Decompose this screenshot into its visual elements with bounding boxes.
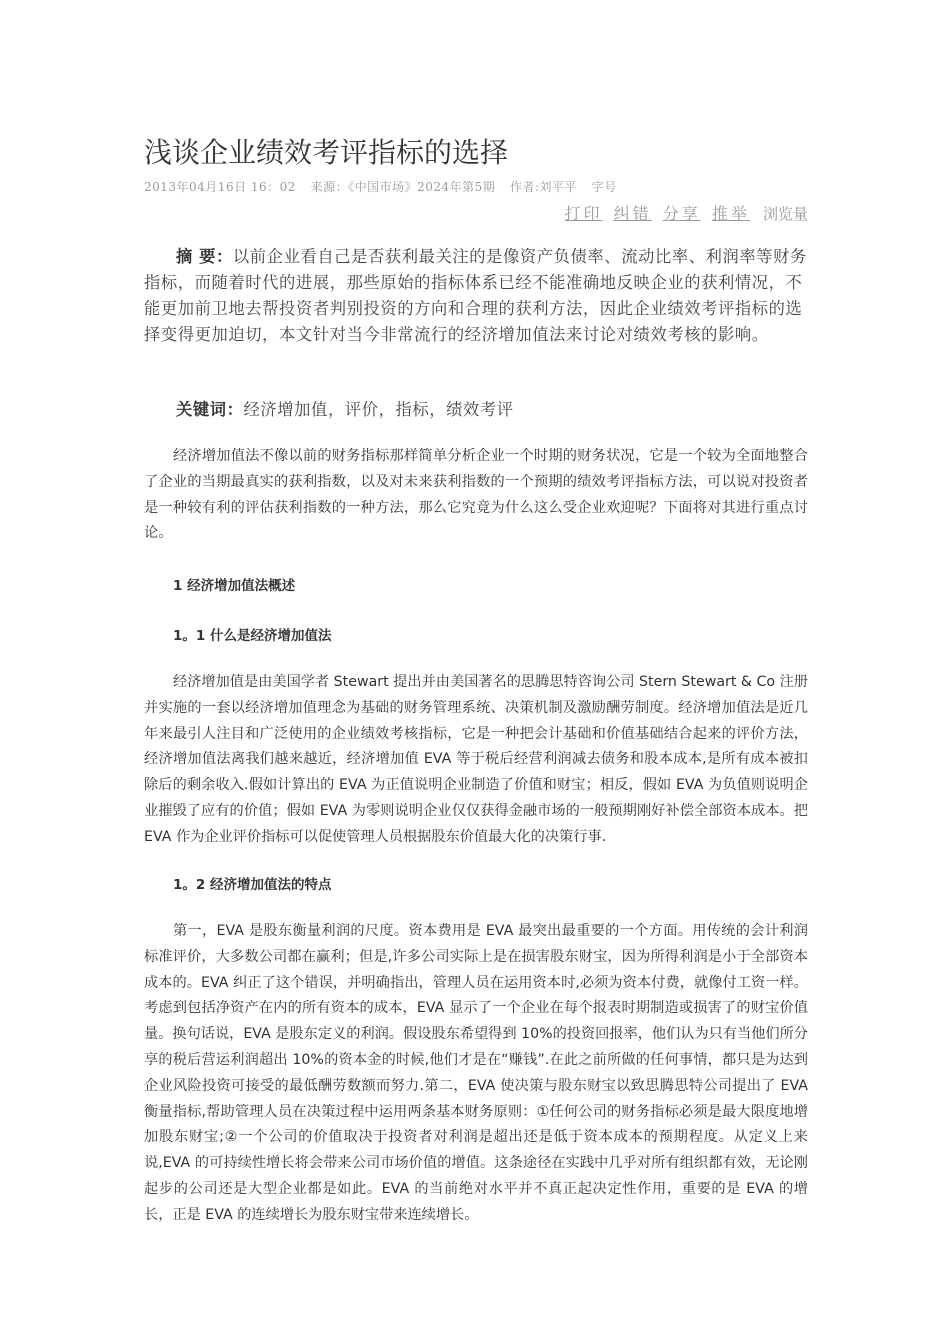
correct-link[interactable]: 纠错 (613, 204, 652, 223)
keywords-text: 经济增加值，评价，指标，绩效考评 (243, 400, 514, 419)
abstract-label: 摘 要： (176, 247, 233, 266)
section-heading-1: 1 经济增加值法概述 (173, 578, 296, 594)
page-title: 浅谈企业绩效考评指标的选择 (144, 136, 509, 169)
article-author: 作者:刘平平 (509, 180, 577, 194)
recommend-link[interactable]: 推举 (711, 204, 750, 223)
share-link[interactable]: 分享 (662, 204, 701, 223)
font-size-control[interactable]: 字号 (591, 180, 617, 194)
publish-datetime: 2013年04月16日 16：02 (144, 180, 296, 194)
print-link[interactable]: 打印 (564, 204, 603, 223)
intro-paragraph: 经济增加值法不像以前的财务指标那样简单分析企业一个时期的财务状况，它是一个较为全面地整合了企业的当期最真实的获利指数，以及对未来获利指数的一个预期的绩效考评指标方法，可以说对投资者是一种较有利的评估获利指数的一种方法，那么它究竟为什么这么受企业欢迎呢？下面将对其进行重点讨论。 (144, 448, 808, 542)
article-source: 来源：《中国市场》2024年第5期 (310, 180, 496, 194)
abstract-text: 以前企业看自己是否获利最关注的是像资产负债率、流动比率、利润率等财务指标，而随着时代的进展，那些原始的指标体系已经不能准确地反映企业的获利情况，不能更加前卫地去帮投资者判别投资的方向和合理的获利方法，因此企业绩效考评指标的选择变得更加迫切，本文针对当今非常流行的经济增加值法来讨论对绩效考核的影响。 (144, 247, 807, 344)
article-meta (144, 178, 617, 195)
section-heading-1-1: 1。1 什么是经济增加值法 (173, 628, 332, 644)
section-heading-1-2: 1。2 经济增加值法的特点 (173, 877, 332, 893)
section-1-1-paragraph: 经济增加值是由美国学者 Stewart 提出并由美国著名的思腾思特咨询公司 Stern Stewart & Co 注册并实施的一套以经济增加值理念为基础的财务管理系统、决策机制及激励酬劳制度。经济增加值法是近几年来最引人注目和广泛使用的企业绩效考核指标，它是一种把会计基础和价值基础结合起来的评价方法，经济增加值法离我们越来越近，经济增加值 EVA 等于税后经营利润减去债务和股本成本,是所有成本被扣除后的剩余收入.假如计算出的 EVA 为正值说明企业制造了价值和财宝；相反，假如 EVA 为负值则说明企业摧毁了应有的价值；假如 EVA 为零则说明企业仅仅获得金融市场的一般预期刚好补偿全部资本成本。把 EVA 作为企业评价指标可以促使管理人员根据股东价值最大化的决策行事. (144, 674, 808, 845)
article-toolbar (559, 201, 808, 224)
keywords (144, 396, 514, 420)
abstract (144, 244, 808, 348)
views-count: 浏览量 (762, 205, 808, 223)
keywords-label: 关键词： (176, 400, 244, 419)
section-1-2-paragraph: 第一，EVA 是股东衡量利润的尺度。资本费用是 EVA 最突出最重要的一个方面。用传统的会计利润标准评价，大多数公司都在赢利；但是,许多公司实际上是在损害股东财宝，因为所得利润是小于全部资本成本的。EVA 纠正了这个错误，并明确指出，管理人员在运用资本时,必须为资本付费，就像付工资一样。考虑到包括净资产在内的所有资本的成本，EVA 显示了一个企业在每个报表时期制造或损害了的财宝价值量。换句话说，EVA 是股东定义的利润。假设股东希望得到 10%的投资回报率，他们认为只有当他们所分享的税后营运利润超出 10%的资本金的时候,他们才是在“赚钱”.在此之前所做的任何事情，都只是为达到企业风险投资可接受的最低酬劳数额而努力.第二，EVA 使决策与股东财宝以致思腾思特公司提出了 EVA 衡量指标,帮助管理人员在决策过程中运用两条基本财务原则：①任何公司的财务指标必须是最大限度地增加股东财宝;②一个公司的价值取决于投资者对利润是超出还是低于资本成本的预期程度。从定义上来说,EVA 的可持续性增长将会带来公司市场价值的增值。这条途径在实践中几乎对所有组织都有效，无论刚起步的公司还是大型企业都是如此。EVA 的当前绝对水平并不真正起决定性作用，重要的是 EVA 的增长，正是 EVA 的连续增长为股东财宝带来连续增长。 (144, 923, 808, 1223)
